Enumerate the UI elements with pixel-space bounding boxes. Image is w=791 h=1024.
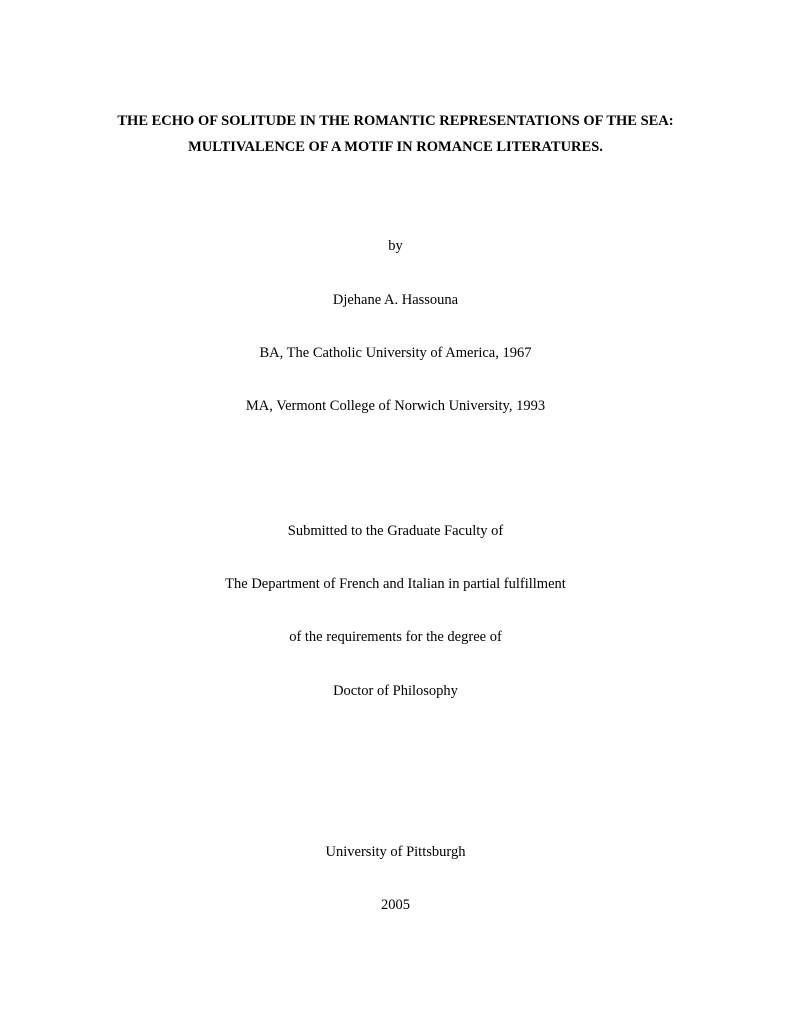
submission-line-4: Doctor of Philosophy (333, 683, 458, 699)
degree-ba: BA, The Catholic University of America, 1967 (259, 345, 532, 361)
degree-ma: MA, Vermont College of Norwich University, 1993 (245, 398, 546, 414)
institution-name: University of Pittsburgh (325, 844, 466, 860)
dissertation-title-line-2: MULTIVALENCE OF A MOTIF IN ROMANCE LITERATURES. (188, 139, 603, 155)
submission-line-2: The Department of French and Italian in partial fulfillment (225, 576, 566, 592)
submission-line-1: Submitted to the Graduate Faculty of (287, 523, 504, 539)
dissertation-title-line-1: THE ECHO OF SOLITUDE IN THE ROMANTIC REPRESENTATIONS OF THE SEA: (117, 113, 674, 129)
publication-year: 2005 (381, 897, 410, 913)
byline: by (388, 238, 403, 254)
author-name: Djehane A. Hassouna (332, 292, 459, 308)
submission-line-3: of the requirements for the degree of (289, 629, 502, 645)
